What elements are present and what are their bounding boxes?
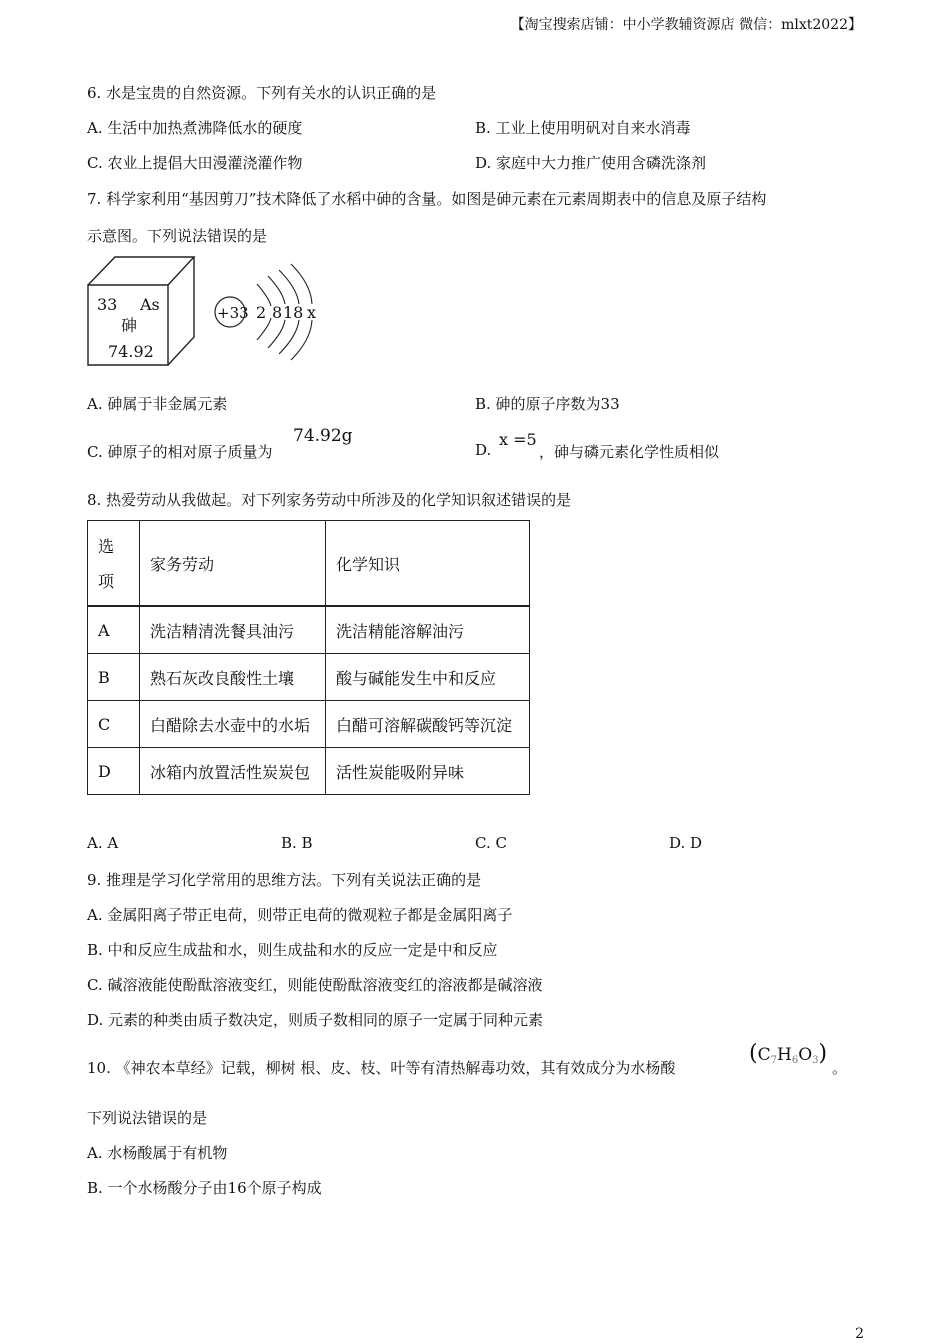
q8-stem: 8. 热爱劳动从我做起。对下列家务劳动中所涉及的化学知识叙述错误的是 — [87, 491, 572, 509]
q7-option-b: B. 砷的原子序数为33 — [475, 395, 620, 413]
formula-c-sub: 7 — [770, 1055, 777, 1066]
row-chore: 熟石灰改良酸性土壤 — [140, 654, 326, 701]
q8-option-c: C. C — [475, 834, 507, 852]
table-row — [88, 606, 530, 654]
q6-option-a: A. 生活中加热煮沸降低水的硬度 — [87, 119, 303, 137]
formula-close-paren: ) — [818, 1041, 828, 1066]
formula-c: C — [757, 1045, 771, 1065]
shell-1-electrons: 2 — [256, 303, 267, 322]
shell-4-electrons: x — [307, 303, 317, 322]
header-option-bottom: 项 — [98, 572, 115, 591]
q10-stem-end: 。 — [832, 1059, 848, 1077]
q8-option-d: D. D — [669, 834, 703, 852]
q10-option-a: A. 水杨酸属于有机物 — [87, 1144, 228, 1162]
element-symbol: As — [140, 295, 160, 314]
periodic-table-element-card — [87, 255, 197, 367]
formula-o: O — [798, 1045, 813, 1065]
q7-stem-line1: 7. 科学家利用“基因剪刀”技术降低了水稻中砷的含量。如图是砷元素在元素周期表中的信息及原子结构 — [87, 190, 767, 208]
q6-option-d: D. 家庭中大力推广使用含磷洗涤剂 — [475, 154, 707, 172]
row-knowledge: 白醋可溶解碳酸钙等沉淀 — [326, 701, 530, 748]
q9-option-a: A. 金属阳离子带正电荷，则带正电荷的微观粒子都是金属阳离子 — [87, 906, 513, 924]
q7-stem-line2: 示意图。下列说法错误的是 — [87, 227, 268, 245]
atomic-structure-diagram — [213, 262, 323, 362]
q10-option-b: B. 一个水杨酸分子由16个原子构成 — [87, 1179, 322, 1197]
q9-stem: 9. 推理是学习化学常用的思维方法。下列有关说法正确的是 — [87, 871, 482, 889]
q6-option-b: B. 工业上使用明矾对自来水消毒 — [475, 119, 691, 137]
salicylic-acid-formula — [749, 1041, 827, 1066]
q7-option-c: C. 砷原子的相对原子质量为 — [87, 443, 273, 461]
row-option: C — [88, 701, 140, 748]
q7-option-a: A. 砷属于非金属元素 — [87, 395, 228, 413]
row-option: A — [88, 606, 140, 654]
table-header-row — [88, 521, 530, 607]
formula-open-paren: ( — [749, 1041, 758, 1066]
atomic-mass: 74.92 — [108, 342, 154, 361]
row-knowledge: 活性炭能吸附异味 — [326, 748, 530, 795]
q7-option-d-text: ，砷与磷元素化学性质相似 — [539, 443, 720, 461]
page-header: 【淘宝搜索店铺：中小学教辅资源店 微信：mlxt2022】 — [510, 17, 862, 33]
header-option-top: 选 — [98, 537, 115, 556]
q7-option-c-value: 74.92g — [293, 426, 353, 446]
header-knowledge: 化学知识 — [326, 521, 530, 607]
q9-option-b: B. 中和反应生成盐和水，则生成盐和水的反应一定是中和反应 — [87, 941, 498, 959]
formula-o-sub: 3 — [812, 1055, 819, 1066]
q8-option-a: A. A — [87, 834, 119, 852]
row-chore: 白醋除去水壶中的水垢 — [140, 701, 326, 748]
q8-table — [87, 520, 530, 795]
atomic-number: 33 — [97, 295, 118, 314]
q9-option-c: C. 碱溶液能使酚酞溶液变红，则能使酚酞溶液变红的溶液都是碱溶液 — [87, 976, 543, 994]
q6-option-c: C. 农业上提倡大田漫灌浇灌作物 — [87, 154, 303, 172]
row-chore: 冰箱内放置活性炭炭包 — [140, 748, 326, 795]
shell-3-electrons: 18 — [283, 303, 304, 322]
row-chore: 洗洁精清洗餐具油污 — [140, 606, 326, 654]
q9-option-d: D. 元素的种类由质子数决定，则质子数相同的原子一定属于同种元素 — [87, 1011, 544, 1029]
header-option — [88, 521, 140, 607]
q7-option-d-formula: x =5 — [499, 430, 537, 449]
row-knowledge: 洗洁精能溶解油污 — [326, 606, 530, 654]
q10-stem-line2: 下列说法错误的是 — [87, 1109, 208, 1127]
nucleus-charge: +33 — [217, 304, 249, 322]
q7-option-d-prefix: D. — [475, 441, 492, 459]
row-option: D — [88, 748, 140, 795]
table-row — [88, 748, 530, 795]
q8-option-b: B. B — [281, 834, 313, 852]
row-option: B — [88, 654, 140, 701]
q6-stem: 6. 水是宝贵的自然资源。下列有关水的认识正确的是 — [87, 84, 437, 102]
q10-stem: 10. 《神农本草经》记载，柳树 根、皮、枝、叶等有清热解毒功效，其有效成分为水杨酸 — [87, 1059, 676, 1077]
page-number: 2 — [855, 1326, 864, 1342]
element-name: 砷 — [121, 316, 138, 335]
header-chores: 家务劳动 — [140, 521, 326, 607]
table-row — [88, 701, 530, 748]
table-row — [88, 654, 530, 701]
row-knowledge: 酸与碱能发生中和反应 — [326, 654, 530, 701]
shell-2-electrons: 8 — [272, 303, 283, 322]
formula-h: H — [776, 1045, 792, 1065]
formula-h-sub: 6 — [791, 1055, 799, 1066]
